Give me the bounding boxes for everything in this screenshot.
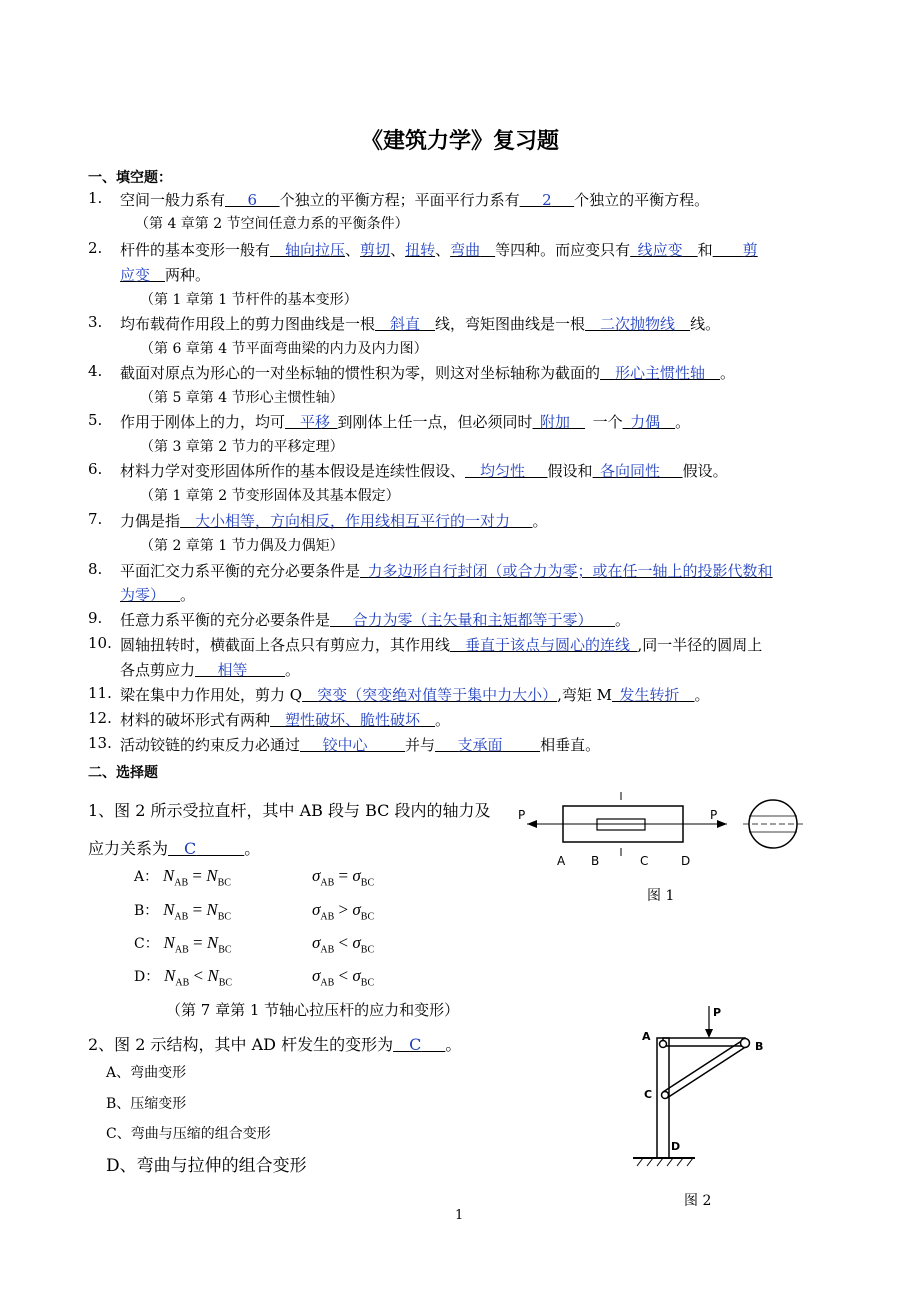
- fill-question-10-cont: [120, 659, 300, 680]
- answer: 垂直于该点与圆心的连线: [465, 636, 631, 654]
- answer: 力多边形自行封闭（或合力为零；或在任一轴上的投影代数和: [367, 562, 773, 580]
- question-text: 材料力学对变形固体所作的基本假设是连续性假设、: [120, 462, 466, 480]
- chapter-note: （第 6 章第 4 节平面弯曲梁的内力及内力图）: [140, 341, 428, 357]
- answer: 附加: [540, 413, 571, 431]
- question-text: 均布载荷作用段上的剪力图曲线是一根: [120, 315, 376, 333]
- question-number: 2.: [88, 239, 103, 257]
- question-text: 。: [532, 512, 548, 530]
- question-text: 、: [390, 241, 406, 259]
- chapter-note: （第 4 章第 2 节空间任意力系的平衡条件）: [135, 216, 409, 232]
- question-number: 9.: [88, 609, 103, 627]
- section-fill-blank: 一、填空题：: [88, 170, 172, 186]
- answer: 剪切: [360, 241, 391, 259]
- question-text: 。: [720, 364, 736, 382]
- answer: 6: [247, 191, 258, 209]
- label-b: B: [591, 854, 600, 868]
- answer: 突变（突变绝对值等于集中力大小）: [317, 686, 558, 704]
- answer: 塑性破坏、脆性破坏: [285, 711, 421, 729]
- option-d: D、弯曲与拉伸的组合变形: [106, 1156, 307, 1176]
- chapter-note: （第 5 章第 4 节形心主惯性轴）: [140, 390, 344, 406]
- question-text: 截面对原点为形心的一对坐标轴的惯性积为零，则这对坐标轴称为截面的: [120, 364, 601, 382]
- question-text: 梁在集中力作用处，剪力 Q: [120, 686, 303, 704]
- question-text: 。: [615, 611, 631, 629]
- chapter-note: （第 2 章第 1 节力偶及力偶矩）: [140, 538, 344, 554]
- question-text: 。: [180, 586, 196, 604]
- page-title: 《建筑力学》复习题: [360, 129, 559, 154]
- question-number: 13.: [88, 734, 112, 752]
- option-a: A、弯曲变形: [106, 1065, 187, 1081]
- answer: 轴向拉压: [285, 241, 346, 259]
- figure-2-caption: 图 2: [684, 1193, 712, 1209]
- label-d: D: [671, 1140, 681, 1153]
- question-text: 个独立的平衡方程；平面平行力系有: [279, 191, 520, 209]
- question-number: 11.: [88, 684, 112, 702]
- question-number: 3.: [88, 313, 103, 331]
- question-number: 6.: [88, 460, 103, 478]
- question-text: 平面汇交力系平衡的充分必要条件是: [120, 562, 361, 580]
- figure-1-tension-bar: [505, 788, 810, 870]
- question-text: 力偶是指: [120, 512, 181, 530]
- answer: 二次抛物线: [600, 315, 676, 333]
- answer: 斜直: [390, 315, 421, 333]
- answer: 合力为零（主矢量和主矩都等于零）: [352, 611, 593, 629]
- question-text: 假设和: [547, 462, 593, 480]
- fill-question-2-cont: [120, 264, 210, 285]
- section-choice: 二、选择题: [88, 765, 158, 781]
- label-a: A: [557, 854, 566, 868]
- answer: 大小相等，方向相反，作用线相互平行的一对力: [195, 512, 511, 530]
- question-number: 8.: [88, 560, 103, 578]
- question-number: 10.: [88, 634, 112, 652]
- answer: 为零）: [120, 586, 166, 604]
- option-c: C： $N_{AB} = N_{BC}$ $\sigma_{AB} < \sigma_{BC}$: [134, 933, 375, 956]
- option-c: C、弯曲与压缩的组合变形: [106, 1126, 271, 1142]
- question-number: 5.: [88, 411, 103, 429]
- answer: C: [409, 1035, 422, 1054]
- question-text: 相垂直。: [540, 736, 601, 754]
- question-number: 1.: [88, 189, 103, 207]
- answer: 平移: [300, 413, 331, 431]
- label-c: C: [640, 854, 649, 868]
- fill-question-8-cont: [120, 584, 195, 605]
- question-text: ,弯矩 M: [557, 686, 612, 704]
- figure-1-caption: 图 1: [647, 888, 675, 904]
- question-text: 。: [285, 661, 301, 679]
- question-text: 到刚体上任一点，但必须同时: [337, 413, 533, 431]
- answer: 发生转折: [619, 686, 680, 704]
- question-text: 、: [345, 241, 361, 259]
- question-text: 。: [675, 413, 691, 431]
- chapter-note: （第 1 章第 2 节变形固体及其基本假定）: [140, 488, 400, 504]
- figure-2-frame-structure: [625, 1002, 775, 1172]
- question-text: 线。: [690, 315, 721, 333]
- question-text: 和: [697, 241, 713, 259]
- question-number: 4.: [88, 362, 103, 380]
- answer: 剪: [742, 241, 758, 259]
- question-text: 。: [435, 711, 451, 729]
- answer: 2: [542, 191, 552, 209]
- chapter-note: （第 3 章第 2 节力的平移定理）: [140, 439, 344, 455]
- question-text: 、: [435, 241, 451, 259]
- answer: 应变: [120, 266, 151, 284]
- question-text: 活动铰链的约束反力必通过: [120, 736, 301, 754]
- question-number: 12.: [88, 709, 112, 727]
- page-number: 1: [455, 1208, 464, 1223]
- choice-question-1-text-2: 应力关系为 C 。: [88, 839, 261, 858]
- question-text: 空间一般力系有: [120, 191, 226, 209]
- option-a: A： $N_{AB} = N_{BC}$ $\sigma_{AB} = \sigma_{BC}$: [134, 866, 375, 889]
- question-text: 并与: [405, 736, 436, 754]
- question-text: 个独立的平衡方程。: [574, 191, 710, 209]
- answer: 均匀性: [480, 462, 526, 480]
- question-text: 各点剪应力: [120, 661, 196, 679]
- label-c: C: [644, 1088, 653, 1101]
- answer: 线应变: [637, 241, 683, 259]
- answer: 各向同性: [600, 462, 661, 480]
- answer: 支承面: [457, 736, 503, 754]
- question-text: 假设。: [682, 462, 728, 480]
- answer: 扭转: [405, 241, 436, 259]
- label-d: D: [681, 854, 691, 868]
- label-p-right: P: [710, 808, 718, 822]
- chapter-note: （第 1 章第 1 节杆件的基本变形）: [140, 292, 358, 308]
- question-text: 圆轴扭转时，横截面上各点只有剪应力，其作用线: [120, 636, 451, 654]
- label-p-left: P: [518, 808, 526, 822]
- question-text: 杆件的基本变形一般有: [120, 241, 271, 259]
- answer: 形心主惯性轴: [615, 364, 706, 382]
- label-b: B: [755, 1040, 764, 1053]
- label-a: A: [642, 1030, 651, 1043]
- answer: 力偶: [630, 413, 661, 431]
- question-number: 7.: [88, 510, 103, 528]
- question-text: 。: [694, 686, 710, 704]
- question-text: 任意力系平衡的充分必要条件是: [120, 611, 331, 629]
- answer: 铰中心: [322, 736, 368, 754]
- question-text: 等四种。而应变只有: [495, 241, 631, 259]
- chapter-note: （第 7 章第 1 节轴心拉压杆的应力和变形）: [166, 1001, 460, 1019]
- answer: 相等: [217, 661, 248, 679]
- label-p: P: [713, 1006, 722, 1019]
- question-text: 两种。: [165, 266, 211, 284]
- answer: 弯曲: [450, 241, 481, 259]
- option-b: B： $N_{AB} = N_{BC}$ $\sigma_{AB} > \sigma_{BC}$: [134, 900, 375, 923]
- option-b: B、压缩变形: [106, 1096, 187, 1112]
- choice-question-2-text: 2、图 2 示结构，其中 AD 杆发生的变形为 C 。: [88, 1035, 462, 1054]
- question-text: 材料的破坏形式有两种: [120, 711, 271, 729]
- answer: C: [184, 839, 197, 858]
- question-text: 线，弯矩图曲线是一根: [435, 315, 586, 333]
- question-text: 一个: [592, 413, 623, 431]
- choice-question-1-text: 1、图 2 所示受拉直杆，其中 AB 段与 BC 段内的轴力及: [88, 801, 491, 820]
- question-text: 作用于刚体上的力，均可: [120, 413, 286, 431]
- question-text: ,同一半径的圆周上: [637, 636, 763, 654]
- option-d: D： $N_{AB} < N_{BC}$ $\sigma_{AB} < \sigma_{BC}$: [134, 966, 375, 989]
